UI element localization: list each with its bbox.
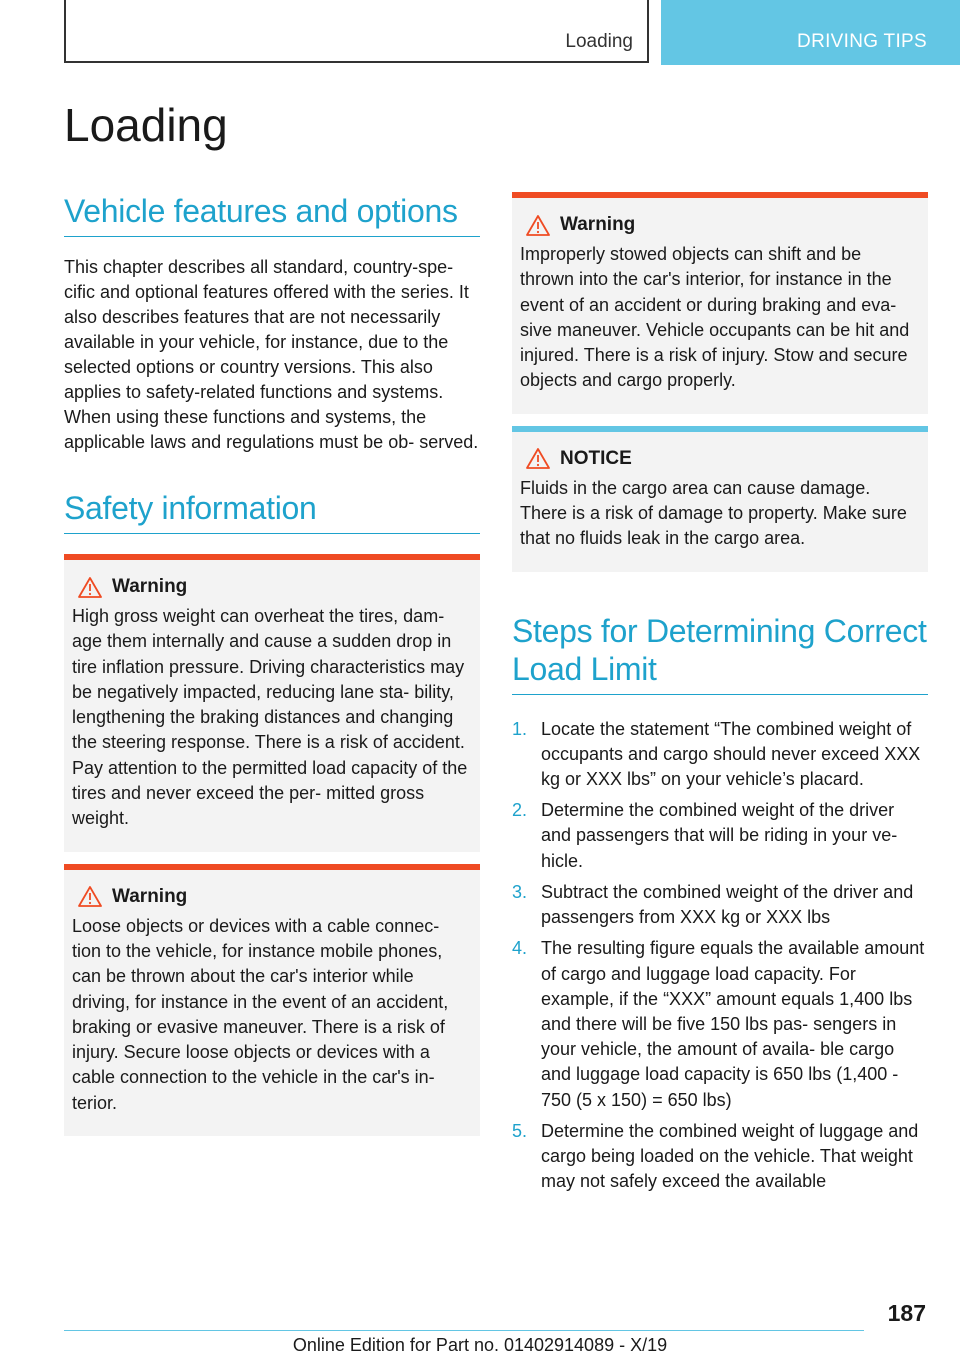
warning-box-loose-objects: [64, 864, 480, 1136]
warning-header: [520, 214, 920, 236]
notice-box-fluids: [512, 426, 928, 572]
vehicle-features-text: This chapter describes all standard, country-spe- cific and optional features offered with the series. It also describes features that are not necessarily available in your vehicle, for instance, due to the selected options or country versions. This also applies to safety-related functions and systems. When using these functions and systems, the applicable laws and regulations must be ob- served.: [64, 257, 479, 452]
page-number: 187: [887, 1300, 926, 1326]
warning-label: Warning: [560, 214, 636, 235]
warning-header: [72, 576, 472, 598]
warning-header: [72, 886, 472, 908]
header-section-box: [64, 0, 649, 63]
footer-edition: Online Edition for Part no. 01402914089 - X/19: [292, 1335, 668, 1355]
step-number: 4.: [512, 938, 528, 959]
step-text: Locate the statement “The combined weight of occupants and cargo should never exceed XXX kg or XXX lbs” on your vehicle’s placard.: [541, 718, 921, 790]
notice-text: Fluids in the cargo area can cause damage. There is a risk of damage to property. Make sure that no fluids leak in the cargo area.: [520, 477, 907, 549]
notice-triangle-icon: [526, 448, 550, 469]
list-item: [512, 1119, 928, 1195]
list-item: [512, 936, 928, 1112]
page-title: Loading: [64, 99, 228, 151]
header-section-title: Loading: [565, 31, 633, 52]
warning-triangle-icon: [78, 577, 102, 598]
step-number: 3.: [512, 881, 528, 902]
load-limit-steps-list: [512, 717, 928, 1195]
header-chapter-title: DRIVING TIPS: [797, 31, 927, 52]
warning-box-gross-weight: [64, 554, 480, 852]
list-item: [512, 880, 928, 930]
step-number: 5.: [512, 1120, 528, 1141]
heading-vehicle-features: Vehicle features and options: [64, 192, 480, 237]
list-item: [512, 717, 928, 793]
right-column: [512, 192, 928, 1200]
list-item: [512, 798, 928, 874]
step-text: Subtract the combined weight of the driver and passengers from XXX kg or XXX lbs: [541, 881, 914, 928]
heading-safety-information: Safety information: [64, 489, 480, 534]
warning-triangle-icon: [78, 886, 102, 907]
warning-label: Warning: [112, 885, 188, 907]
warning-text: High gross weight can overheat the tires, dam- age them internally and cause a sudden drop in tire inflation pressure. Driving characteristics may be negatively impacted, reducing lane sta- bility, lengthening the braking distances and changing the steering response. There is a risk of accident. Pay attention to the permitted load capacity of the tires and never exceed the per- mitted gross weight.: [72, 606, 468, 829]
step-text: The resulting figure equals the available amount of cargo and luggage load capacity. For example, if the “XXX” amount equals 1,400 lbs and there will be five 150 lbs pas- sengers in your vehicle, the amount of availa- ble cargo and luggage load capacity is 650 lbs (1,400 - 750 (5 x 150) = 650 lbs): [541, 938, 925, 1110]
step-text: Determine the combined weight of luggage and cargo being loaded on the vehicle. That weight may not safely exceed the available: [541, 1120, 919, 1192]
warning-label: Warning: [112, 576, 188, 597]
header-chapter-tab: [661, 0, 960, 65]
warning-box-stowed-objects: [512, 192, 928, 414]
left-column: [64, 192, 480, 1136]
notice-label: NOTICE: [560, 447, 632, 469]
step-number: 1.: [512, 718, 528, 739]
step-number: 2.: [512, 800, 528, 821]
warning-text: Loose objects or devices with a cable connec- tion to the vehicle, for instance mobile phones, can be thrown about the car's interior while driving, for instance in the event of an accident, braking or evasive maneuver. There is a risk of injury. Secure loose objects or devices with a cable connection to the vehicle in the car's in- terior.: [72, 915, 449, 1113]
heading-load-limit-steps: Steps for Determining Correct Load Limit: [512, 612, 928, 695]
notice-header: [520, 448, 920, 470]
warning-text: Improperly stowed objects can shift and be thrown into the car's interior, for instance in the event of an accident or during braking and eva- sive maneuver. Vehicle occupants can be hit and injured. There is a risk of injury. Stow and secure objects and cargo properly.: [520, 244, 910, 391]
warning-triangle-icon: [526, 215, 550, 236]
footer-divider: [64, 1330, 864, 1331]
step-text: Determine the combined weight of the driver and passengers that will be riding in your ve- hicle.: [541, 800, 898, 871]
